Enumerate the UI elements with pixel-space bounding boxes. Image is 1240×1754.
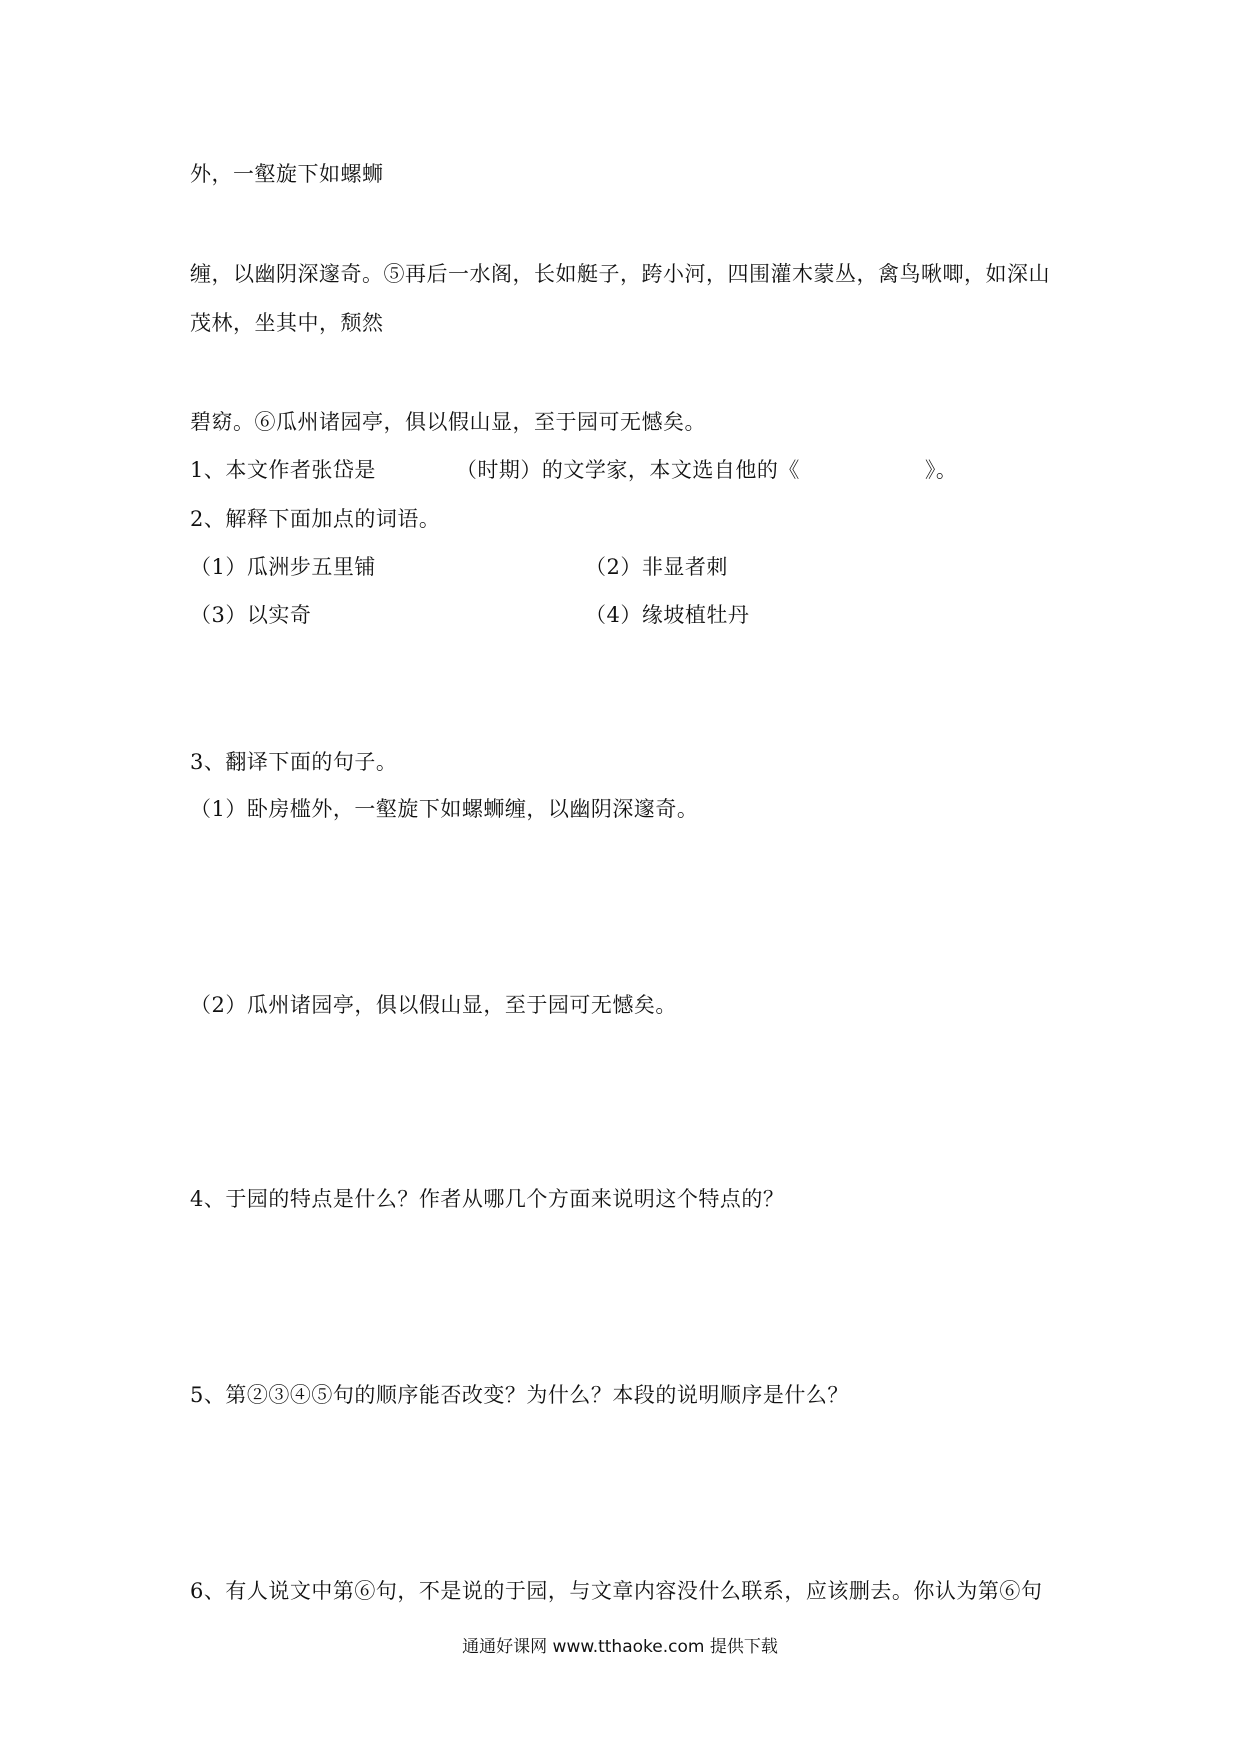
passage-line-3: 茂林，坐其中，颓然 — [190, 311, 384, 335]
question-2-item-3: （3）以实奇 — [190, 603, 312, 627]
question-1-part-2: （时期）的文学家，本文选自他的《 — [455, 458, 800, 482]
passage-line-4: 碧窈。⑥瓜州诸园亭，俱以假山显，至于园可无憾矣。 — [190, 410, 706, 434]
question-5-title: 5、第②③④⑤句的顺序能否改变？为什么？本段的说明顺序是什么？ — [190, 1383, 849, 1407]
question-1 — [190, 458, 957, 483]
question-3-item-2: （2）瓜州诸园亭，俱以假山显，至于园可无憾矣。 — [190, 993, 677, 1017]
question-2-item-2: （2）非显者刺 — [585, 555, 728, 579]
question-2-title: 2、解释下面加点的词语。 — [190, 507, 441, 531]
question-6-title: 6、有人说文中第⑥句，不是说的于园，与文章内容没什么联系，应该删去。你认为第⑥句 — [190, 1579, 1043, 1603]
page-footer: 通通好课网 www.tthaoke.com 提供下载 — [462, 1637, 778, 1657]
passage-line-2: 缠，以幽阴深邃奇。⑤再后一水阁，长如艇子，跨小河，四围灌木蒙丛，禽鸟啾唧，如深山 — [190, 262, 1050, 286]
question-2-item-4: （4）缘坡植牡丹 — [585, 603, 750, 627]
question-3-title: 3、翻译下面的句子。 — [190, 750, 398, 774]
question-1-part-3: 》。 — [924, 458, 958, 482]
question-3-item-1: （1）卧房槛外，一壑旋下如螺蛳缠，以幽阴深邃奇。 — [190, 797, 699, 821]
question-4-title: 4、于园的特点是什么？作者从哪几个方面来说明这个特点的？ — [190, 1187, 785, 1211]
question-2-item-1: （1）瓜洲步五里铺 — [190, 555, 376, 579]
passage-line-1: 外，一壑旋下如螺蛳 — [190, 162, 384, 186]
question-1-part-1: 1、本文作者张岱是 — [190, 458, 376, 482]
